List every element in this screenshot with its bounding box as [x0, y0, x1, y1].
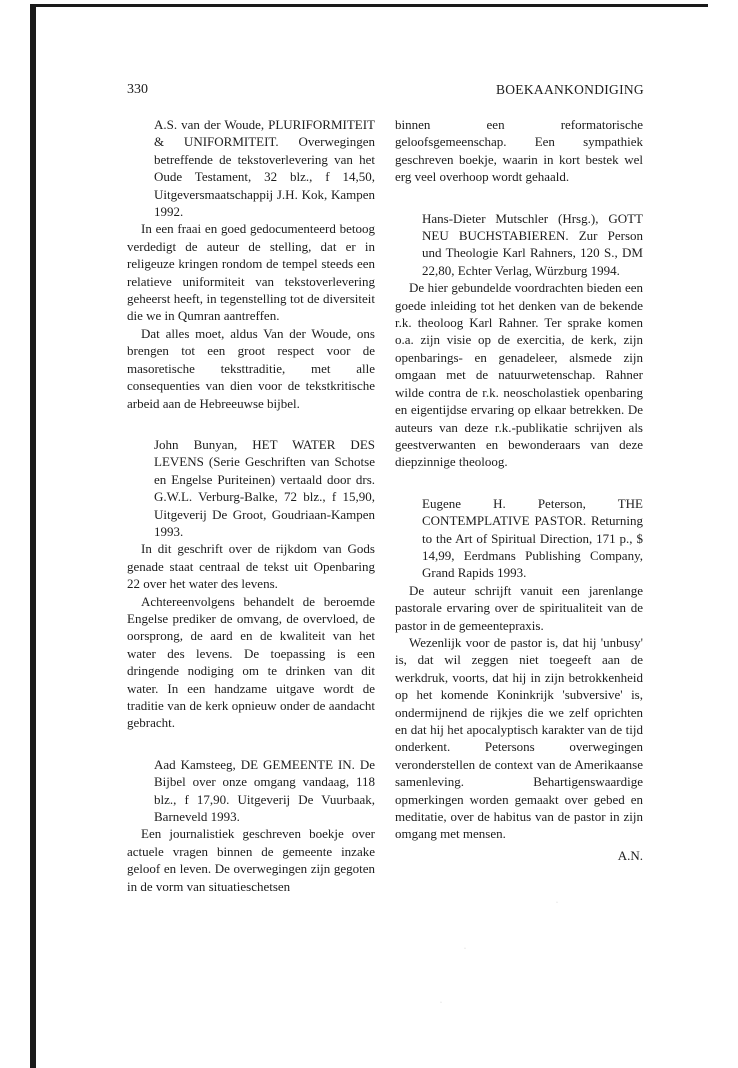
- scan-speck: ·: [556, 900, 558, 906]
- book-entry: Hans-Dieter Mutschler (Hrsg.), GOTT NEU BUCHSTABIEREN. Zur Person und Theologie Karl Rahners, 120 S., DM 22,80, Echter Verlag, Würzburg 1994.: [422, 210, 643, 278]
- book-entry: Eugene H. Peterson, THE CONTEMPLATIVE PASTOR. Returning to the Art of Spiritual Direction, 171 p., $ 14,99, Eerdmans Publishing Company, Grand Rapids 1993.: [422, 495, 643, 581]
- review-paragraph: In dit geschrift over de rijkdom van Gods genade staat centraal de tekst uit Openbaring 22 over het water des levens.: [127, 541, 375, 592]
- scan-border-left: [30, 6, 36, 1068]
- scan-speck: ·: [440, 1000, 442, 1006]
- left-column: [127, 116, 375, 895]
- review-paragraph: Dat alles moet, aldus Van der Woude, ons brengen tot een groot respect voor de masoretische teksttraditie, met alle consequenties van dien voor de tekstkritische arbeid aan de Hebreeuwse bijbel.: [127, 325, 375, 411]
- book-entry: Aad Kamsteeg, DE GEMEENTE IN. De Bijbel over onze omgang vandaag, 118 blz., f 17,90. Uitgeverij De Vuurbaak, Barneveld 1993.: [154, 756, 375, 825]
- reviewer-signature: A.N.: [617, 847, 643, 863]
- review-paragraph: binnen een reformatorische geloofsgemeenschap. Een sympathiek geschreven boekje, waarin in kort bestek wel erg veel overhoop wordt gehaald.: [395, 117, 643, 185]
- book-entry: John Bunyan, HET WATER DES LEVENS (Serie Geschriften van Schotse en Engelse Puriteinen) vertaald door drs. G.W.L. Verburg-Balke, 72 blz., f 15,90, Uitgeverij De Groot, Goudriaan-Kampen 1993.: [154, 436, 375, 539]
- review-paragraph: De auteur schrijft vanuit een jarenlange pastorale ervaring over de spiritualiteit van de pastor in de gemeentepraxis.: [395, 582, 643, 633]
- review-paragraph: Achtereenvolgens behandelt de beroemde Engelse prediker de omvang, de overvloed, de oorsprong, de aard en de kwaliteit van het water des levens. De toepassing is een dringende nodiging om te drinken van dit water. In een handzame uitgave wordt de traditie van de kerk opnieuw onder de aandacht gebracht.: [127, 593, 375, 731]
- review-paragraph: Een journalistiek geschreven boekje over actuele vragen binnen de gemeente inzake geloof en leven. De overwegingen zijn gegoten in de vorm van situatieschetsen: [127, 826, 375, 894]
- review-paragraph: De hier gebundelde voordrachten bieden een goede inleiding tot het denken van de bekende r.k. theoloog Karl Rahner. Ter sprake komen o.a. zijn visie op de exercitia, de kerk, zijn openbarings- en genadeleer, alsmede zijn omgaan met de natuurwetenschap. Rahner wilde contra de r.k. neoscholastiek openbaring en eigentijdse ervaring op elkaar betrekken. De auteurs van deze r.k.-publikatie schrijven als geestverwanten en bewonderaars van deze diepzinnige theoloog.: [395, 280, 643, 470]
- running-title: BOEKAANKONDIGING: [495, 82, 644, 97]
- scan-border-top: [30, 4, 708, 7]
- review-paragraph: In een fraai en goed gedocumenteerd betoog verdedigt de auteur de stelling, dat er in religeuze kringen rondom de tempel steeds een relatieve uniformiteit van tekstoverlevering geheerst heeft, in tegenstelling tot de diversiteit die we in Qumran aantreffen.: [127, 221, 375, 324]
- book-entry: A.S. van der Woude, PLURIFORMITEIT & UNIFORMITEIT. Overwegingen betreffende de tekstoverlevering van het Oude Testament, 32 blz., f 14,50, Uitgeversmaatschappij J.H. Kok, Kampen 1992.: [154, 117, 375, 220]
- review-paragraph: Wezenlijk voor de pastor is, dat hij 'unbusy' is, dat wil zeggen niet toegeeft aan de werkdruk, voorts, dat hij in zijn betrokkenheid op het komende Koninkrijk 'subversive' is, ondermijnend de rijkjes die we zelf oprichten en dat hij het apocalyptisch karakter van de tijd onderkent. Petersons overwegingen veronderstellen de context van de Amerikaanse samenleving. Behartigenswaardige opmerkingen worden gemaakt over gebed en meditatie, over de habitus van de pastor in zijn omgang met mensen.: [395, 634, 643, 842]
- right-column: [395, 116, 643, 864]
- page-number: 330: [127, 82, 148, 97]
- scan-speck: ·: [464, 946, 466, 952]
